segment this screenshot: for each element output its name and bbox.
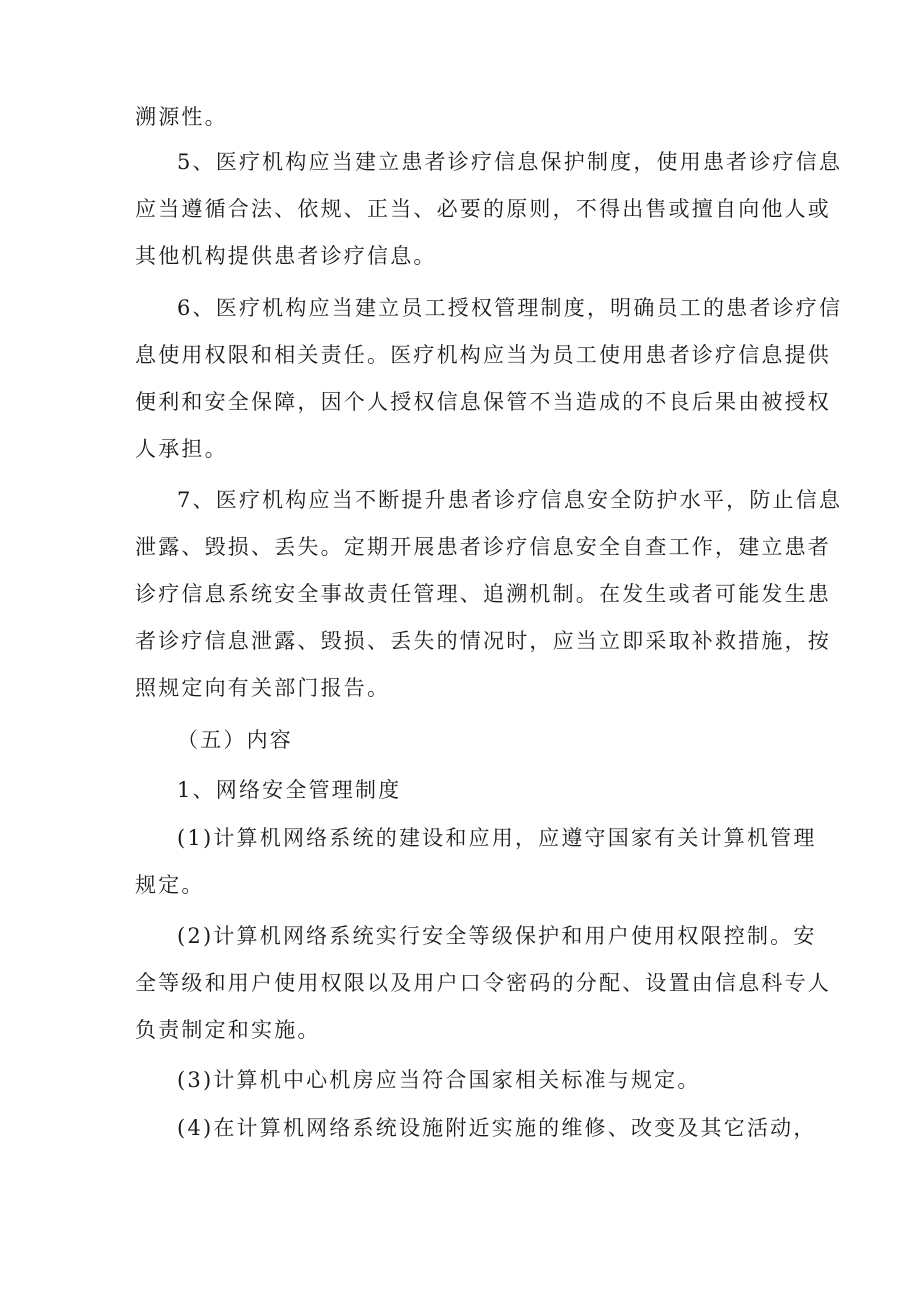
text-line: 息使用权限和相关责任。医疗机构应当为员工使用患者诊疗信息提供 [135, 343, 831, 367]
text-line: 泄露、毁损、丢失。定期开展患者诊疗信息安全自查工作，建立患者 [135, 535, 831, 559]
text-line: 其他机构提供患者诊疗信息。 [135, 244, 437, 268]
paragraph-item-5 [135, 139, 843, 280]
section-title: （五）内容 [177, 728, 293, 752]
paragraph-item-6 [135, 285, 843, 473]
clause-2 [135, 913, 831, 1054]
text-line: (2)计算机网络系统实行安全等级保护和用户使用权限控制。安 [177, 924, 817, 948]
text-line: 应当遵循合法、依规、正当、必要的原则，不得出售或擅自向他人或 [135, 197, 831, 221]
paragraph-item-7 [135, 477, 843, 712]
text-line: 便利和安全保障，因个人授权信息保管不当造成的不良后果由被授权 [135, 390, 831, 414]
text-line: 照规定向有关部门报告。 [135, 676, 391, 700]
text-line: (3)计算机中心机房应当符合国家相关标准与规定。 [177, 1068, 701, 1092]
clause-3 [135, 1057, 795, 1104]
text-line: 全等级和用户使用权限以及用户口令密码的分配、设置由信息科专人 [135, 971, 831, 995]
section-heading-5 [135, 717, 795, 764]
text-line: 6、医疗机构应当建立员工授权管理制度，明确员工的患者诊疗信 [177, 296, 843, 320]
text-line: 7、医疗机构应当不断提升患者诊疗信息安全防护水平，防止信息 [177, 488, 843, 512]
text-line: 5、医疗机构应当建立患者诊疗信息保护制度，使用患者诊疗信息 [177, 150, 843, 174]
text-line: 规定。 [135, 873, 205, 897]
subsection-title: 1、网络安全管理制度 [177, 778, 402, 802]
subsection-heading-1 [135, 767, 795, 814]
text-line: 者诊疗信息泄露、毁损、丢失的情况时，应当立即采取补救措施，按 [135, 629, 831, 653]
text-line: 溯源性。 [135, 105, 228, 129]
text-line: (1)计算机网络系统的建设和应用，应遵守国家有关计算机管理 [177, 826, 817, 850]
paragraph-continuation [135, 94, 795, 141]
text-line: 负责制定和实施。 [135, 1018, 321, 1042]
clause-4 [135, 1105, 817, 1152]
text-line: 人承担。 [135, 437, 228, 461]
clause-1 [135, 815, 817, 909]
text-line: 诊疗信息系统安全事故责任管理、追溯机制。在发生或者可能发生患 [135, 582, 831, 606]
text-line: (4)在计算机网络系统设施附近实施的维修、改变及其它活动， [177, 1116, 817, 1140]
